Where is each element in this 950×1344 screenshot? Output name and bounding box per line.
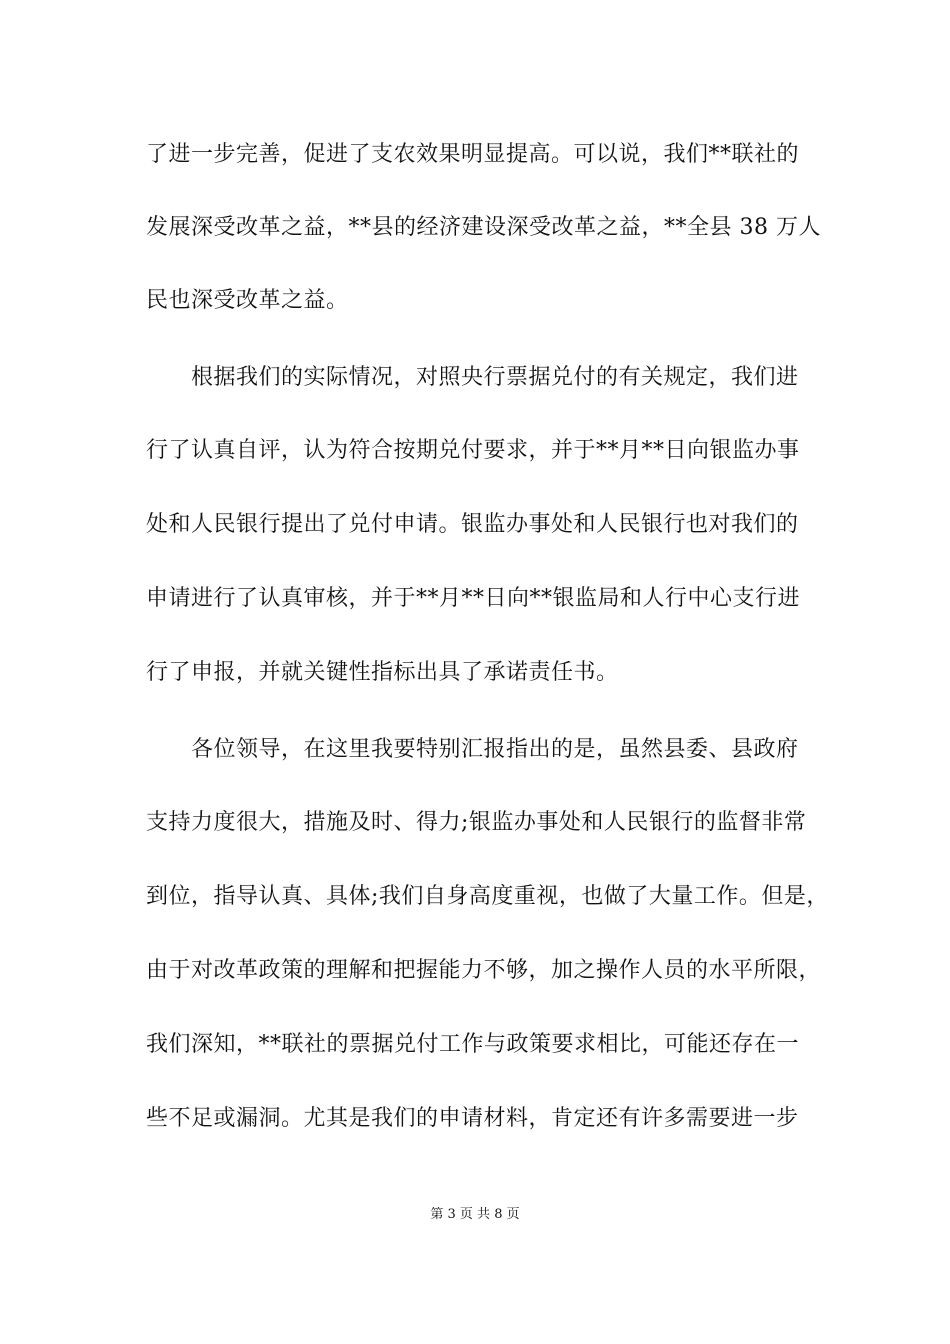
text-line: 根据我们的实际情况，对照央行票据兑付的有关规定，我们进 — [146, 365, 799, 390]
text-line: 我们深知，**联社的票据兑付工作与政策要求相比，可能还存在一 — [146, 1032, 800, 1057]
text-line: 到位，指导认真、具体;我们自身高度重视，也做了大量工作。但是， — [146, 884, 829, 909]
text-line: 民也深受改革之益。 — [146, 288, 349, 313]
text-line: 行了认真自评，认为符合按期兑付要求，并于**月**日向银监办事 — [146, 438, 800, 463]
page-number: 第 3 页 共 8 页 — [430, 1207, 520, 1222]
page-footer — [0, 1205, 950, 1225]
text-line: 由于对改革政策的理解和把握能力不够，加之操作人员的水平所限， — [146, 958, 822, 983]
text-line: 各位领导，在这里我要特别汇报指出的是，虽然县委、县政府 — [146, 737, 799, 762]
text-line: 处和人民银行提出了兑付申请。银监办事处和人民银行也对我们的 — [146, 512, 799, 537]
text-line: 发展深受改革之益，**县的经济建设深受改革之益，**全县 38 万人 — [146, 215, 821, 240]
text-line: 了进一步完善，促进了支农效果明显提高。可以说，我们**联社的 — [146, 142, 800, 167]
text-line: 行了申报，并就关键性指标出具了承诺责任书。 — [146, 660, 619, 685]
text-line: 申请进行了认真审核，并于**月**日向**银监局和人行中心支行进 — [146, 586, 801, 611]
text-line: 支持力度很大，措施及时、得力;银监办事处和人民银行的监督非常 — [146, 810, 807, 835]
text-line: 些不足或漏洞。尤其是我们的申请材料，肯定还有许多需要进一步 — [146, 1106, 799, 1131]
